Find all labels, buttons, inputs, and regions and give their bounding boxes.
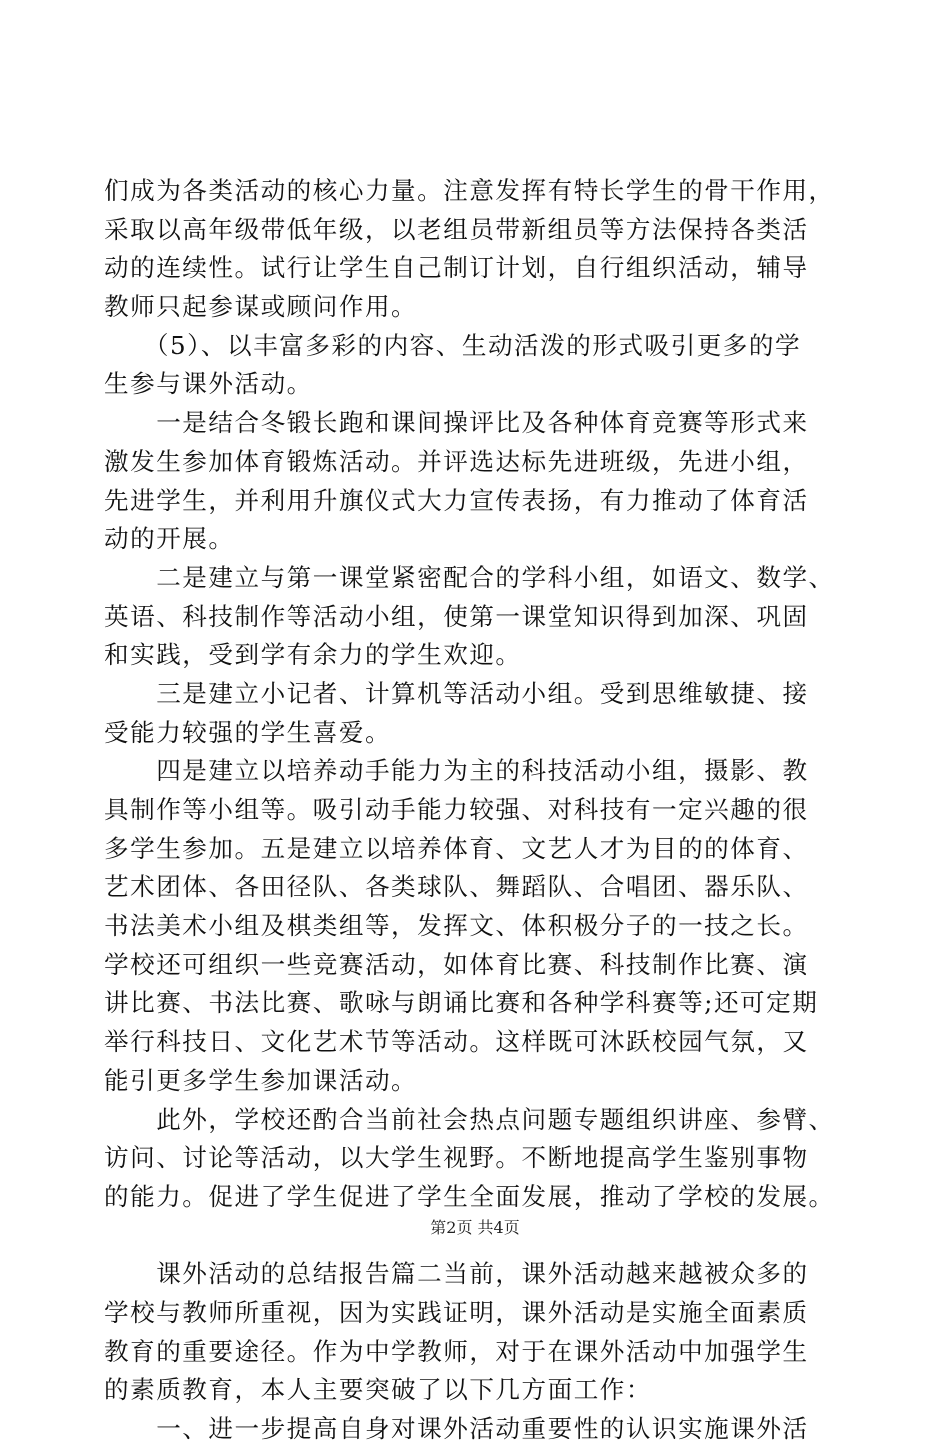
text-line: 的素质教育，本人主要突破了以下几方面工作： <box>104 1375 652 1405</box>
text-line: 英语、科技制作等活动小组，使第一课堂知识得到加深、巩固 <box>104 601 809 631</box>
text-line: 学校还可组织一些竞赛活动，如体育比赛、科技制作比赛、演 <box>104 949 809 979</box>
text-line: 艺术团体、各田径队、各类球队、舞蹈队、合唱团、器乐队、 <box>104 872 809 902</box>
text-line: 学校与教师所重视，因为实践证明，课外活动是实施全面素质 <box>104 1297 809 1327</box>
text-line: 动的开展。 <box>104 524 235 554</box>
text-line: 四是建立以培养动手能力为主的科技活动小组，摄影、教 <box>104 756 809 786</box>
text-line: 一是结合冬锻长跑和课间操评比及各种体育竞赛等形式来 <box>104 408 809 438</box>
text-line: 访问、讨论等活动，以大学生视野。不断地提高学生鉴别事物 <box>104 1143 809 1173</box>
text-line: 先进学生，并利用升旗仪式大力宣传表扬，有力推动了体育活 <box>104 485 809 515</box>
text-line: 的能力。促进了学生促进了学生全面发展，推动了学校的发展。 <box>104 1181 835 1211</box>
text-line: 受能力较强的学生喜爱。 <box>104 717 392 747</box>
page-footer: 第2页 共4页 <box>430 1218 520 1237</box>
text-line: 们成为各类活动的核心力量。注意发挥有特长学生的骨干作用， <box>104 176 835 205</box>
text-line: 举行科技日、文化艺术节等活动。这样既可沐跃校园气氛，又 <box>104 1027 809 1057</box>
text-line: 多学生参加。五是建立以培养体育、文艺人才为目的的体育、 <box>104 833 809 863</box>
text-line: 二是建立与第一课堂紧密配合的学科小组，如语文、数学、 <box>104 562 835 592</box>
text-line: 课外活动的总结报告篇二当前，课外活动越来越被众多的 <box>104 1259 809 1289</box>
text-line: 激发生参加体育锻炼活动。并评选达标先进班级，先进小组， <box>104 446 809 476</box>
text-line: 书法美术小组及棋类组等，发挥文、体积极分子的一技之长。 <box>104 911 809 941</box>
text-line: 三是建立小记者、计算机等活动小组。受到思维敏捷、接 <box>104 678 809 708</box>
text-line: 动的连续性。试行让学生自己制订计划，自行组织活动，辅导 <box>104 253 809 283</box>
text-line: 能引更多学生参加课活动。 <box>104 1065 418 1095</box>
text-line: 教师只起参谋或顾问作用。 <box>104 292 418 322</box>
text-line: 生参与课外活动。 <box>104 369 313 399</box>
body-text <box>104 172 844 1449</box>
text-line: （5）、以丰富多彩的内容、生动活泼的形式吸引更多的学 <box>104 330 802 360</box>
text-line: 具制作等小组等。吸引动手能力较强、对科技有一定兴趣的很 <box>104 795 809 824</box>
text-line: 教育的重要途径。作为中学教师，对于在课外活动中加强学生 <box>104 1336 809 1366</box>
text-line: 采取以高年级带低年级，以老组员带新组员等方法保持各类活 <box>104 214 809 244</box>
text-line: 一、进一步提高自身对课外活动重要性的认识实施课外活 <box>104 1414 809 1443</box>
text-line: 此外，学校还酌合当前社会热点问题专题组织讲座、参臂、 <box>104 1104 835 1134</box>
text-line: 讲比赛、书法比赛、歌咏与朗诵比赛和各种学科赛等;还可定期 <box>104 988 819 1018</box>
text-line: 和实践，受到学有余力的学生欢迎。 <box>104 640 522 670</box>
